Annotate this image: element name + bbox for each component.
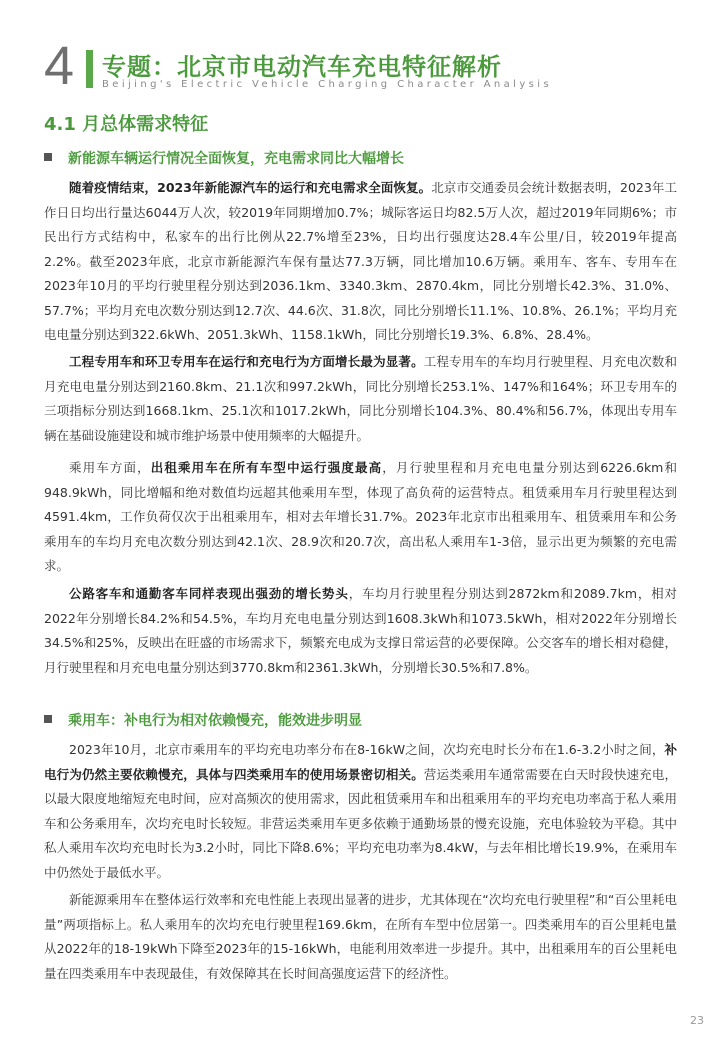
paragraph: 2023年10月，北京市乘用车的平均充电功率分布在8-16kW之间，次均充电时长分布在1.6-3.2小时之间，补电行为仍然主要依赖慢充，具体与四类乘用车的使用场景密切相关。营运类乘用车通常需要在白天时段快速充电，以最大限度地缩短充电时间，应对高频次的使用需求，因此租赁乘用车和出租乘用车的平均充电功率高于私人乘用车和公务乘用车，次均充电时长较短。非营运类乘用车更多依赖于通勤场景的慢充设施，充电体验较为平稳。其中私人乘用车次均充电时长为3.2小时，同比下降8.6%；平均充电功率为8.4kW，与去年相比增长19.9%，在乘用车中仍然处于最低水平。 (44, 742, 677, 880)
paragraph: 公路客车和通勤客车同样表现出强劲的增长势头，车均月行驶里程分别达到2872km和2089.7km，相对2022年分别增长84.2%和54.5%，车均月充电电量分别达到1608.3kWh和1073.5kWh，相对2022年分别增长34.5%和25%，反映出在旺盛的市场需求下，频繁充电成为支撑日常运营的必要保障。公交客车的增长相对稳健，月行驶里程和月充电电量分别达到3770.8km和2361.3kWh，分别增长30.5%和7.8%。 (44, 586, 677, 675)
chapter-accent-bar (86, 50, 93, 88)
paragraph: 随着疫情结束，2023年新能源汽车的运行和充电需求全面恢复。北京市交通委员会统计数据表明，2023年工作日日均出行量达6044万人次，较2019年同期增加0.7%；城际客运日均82.5万人次，超过2019年同期6%；市民出行方式结构中，私家车的出行比例从22.7%增至23%，日均出行强度达28.4车公里/日，较2019年提高2.2%。截至2023年底，北京市新能源汽车保有量达77.3万辆，同比增加10.6万辆。乘用车、客车、专用车在2023年10月的平均行驶里程分别达到2036.1km、3340.3km、2870.4km，同比分别增长42.3%、31.0%、57.7%；平均月充电次数分别达到12.7次、44.6次、31.8次，同比分别增长11.1%、10.8%、26.1%；平均月充电电量分别达到322.6kWh、2051.3kWh、1158.1kWh，同比分别增长19.3%、6.8%、28.4%。 (44, 180, 678, 342)
paragraph-lead: 补电行为仍然主要依赖慢充，具体与四类乘用车的使用场景密切相关。 (44, 742, 677, 782)
subsection-heading-text: 乘用车：补电行为相对依赖慢充，能效进步明显 (68, 713, 362, 729)
paragraph: 新能源乘用车在整体运行效率和充电性能上表现出显著的进步，尤其体现在“次均充电行驶里程”和“百公里耗电量”两项指标上。私人乘用车的次均充电行驶里程169.6km，在所有车型中位居第一。四类乘用车的百公里耗电量从2022年的18-19kWh下降至2023年的15-16kWh，电能利用效率进一步提升。其中，出租乘用车的百公里耗电量在四类乘用车中表现最佳，有效保障其在长时间高强度运营下的经济性。 (44, 892, 677, 981)
page-number: 23 (690, 1014, 704, 1027)
paragraph-lead: 出租乘用车在所有车型中运行强度最高 (150, 460, 383, 475)
paragraph-lead: 工程专用车和环卫专用车在运行和充电行为方面增长最为显著。 (69, 354, 424, 369)
paragraph: 工程专用车和环卫专用车在运行和充电行为方面增长最为显著。工程专用车的车均月行驶里程、月充电次数和月充电电量分别达到2160.8km、21.1次和997.2kWh，同比分别增长253.1%、147%和164%；环卫专用车的三项指标分别达到1668.1km、25.1次和1017.2kWh，同比分别增长104.3%、80.4%和56.7%，体现出专用车辆在基础设施建设和城市维护场景中使用频率的大幅提升。 (44, 354, 677, 443)
chapter-subtitle: Beijing's Electric Vehicle Charging Character Analysis (102, 79, 553, 90)
chapter-number: 4 (44, 36, 75, 96)
chapter-header (44, 38, 684, 98)
paragraph: 乘用车方面，出租乘用车在所有车型中运行强度最高，月行驶里程和月充电电量分别达到6226.6km和948.9kWh，同比增幅和绝对数值均远超其他乘用车型，体现了高负荷的运营特点。租赁乘用车月行驶里程达到4591.4km，工作负荷仅次于出租乘用车，相对去年增长31.7%。2023年北京市出租乘用车、租赁乘用车和公务乘用车的车均月充电次数分别达到42.1次、28.9次和20.7次，高出私人乘用车1-3倍，显示出更为频繁的充电需求。 (44, 460, 677, 573)
chapter-title: 专题：北京市电动汽车充电特征解析 (102, 53, 502, 81)
subsection-heading-1 (44, 148, 404, 168)
subsection-heading-text: 新能源车辆运行情况全面恢复，充电需求同比大幅增长 (68, 151, 404, 167)
section-title: 4.1 月总体需求特征 (44, 114, 209, 135)
square-bullet-icon (44, 153, 52, 161)
paragraph-lead: 公路客车和通勤客车同样表现出强劲的增长势头 (69, 586, 349, 601)
subsection-heading-2 (44, 710, 362, 730)
paragraph-lead: 随着疫情结束，2023年新能源汽车的运行和充电需求全面恢复。 (69, 180, 432, 195)
square-bullet-icon (44, 715, 52, 723)
